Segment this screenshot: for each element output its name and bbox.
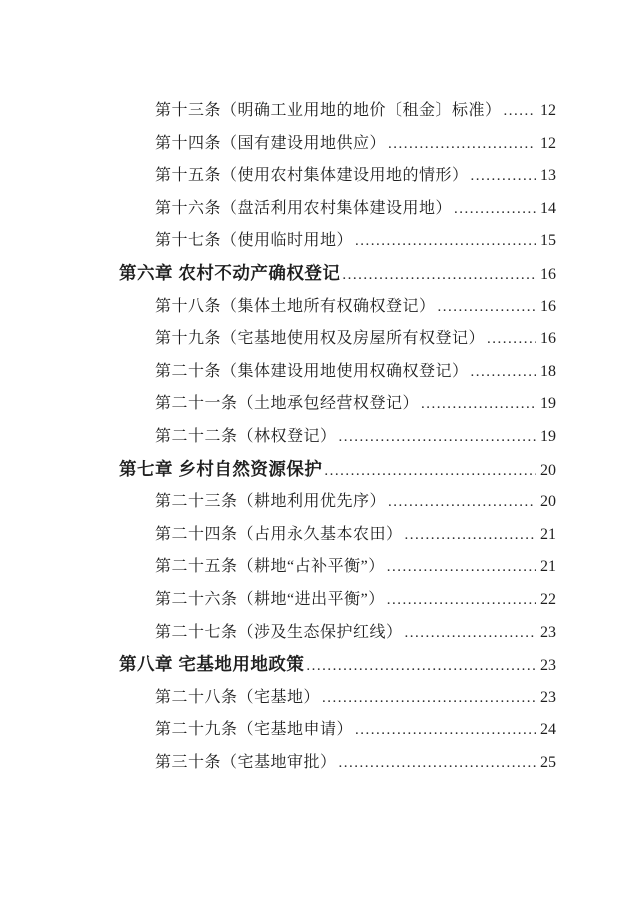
toc-entry-label: 第三十条（宅基地审批） [155, 753, 337, 771]
toc-entry-label: 第二十六条（耕地“进出平衡”） [155, 590, 385, 608]
toc-entry-article [155, 162, 556, 195]
toc-entry-label: 第二十三条（耕地利用优先序） [155, 493, 387, 511]
toc-entry-chapter [119, 651, 556, 684]
toc-page-number: 19 [540, 427, 556, 445]
toc-page-number: 16 [540, 297, 556, 315]
toc-page-number: 23 [540, 657, 556, 675]
toc-entry-article [155, 97, 556, 130]
toc-leader-dots [487, 331, 536, 348]
toc-page-number: 15 [540, 232, 556, 250]
toc-entry-label: 第二十九条（宅基地申请） [155, 721, 354, 739]
toc-leader-dots [306, 658, 536, 675]
toc-entry-chapter [119, 260, 556, 293]
toc-entry-label: 第二十一条（土地承包经营权登记） [155, 395, 420, 413]
toc-entry-article [155, 749, 556, 782]
toc-entry-article [155, 716, 556, 749]
toc-leader-dots [504, 103, 536, 120]
toc-page-number: 12 [540, 134, 556, 152]
toc-entry-article [155, 619, 556, 652]
toc-page-number: 19 [540, 395, 556, 413]
toc-page-number: 13 [540, 167, 556, 185]
toc-leader-dots [322, 690, 536, 707]
toc-leader-dots [388, 136, 536, 153]
toc-entry-chapter [119, 456, 556, 489]
toc-entry-label: 第二十四条（占用永久基本农田） [155, 525, 403, 543]
toc-entry-label: 第十三条（明确工业用地的地价〔租金〕标准） [155, 102, 502, 119]
toc-list [0, 97, 640, 781]
toc-page-number: 14 [540, 199, 556, 217]
toc-entry-article [155, 325, 556, 358]
toc-entry-article [155, 130, 556, 163]
toc-leader-dots [324, 463, 536, 480]
toc-page-number: 21 [540, 525, 556, 543]
toc-entry-label: 第六章 农村不动产确权登记 [119, 262, 341, 283]
toc-leader-dots [355, 233, 536, 250]
toc-entry-article [155, 390, 556, 423]
toc-entry-label: 第十四条（国有建设用地供应） [155, 134, 387, 152]
toc-leader-dots [355, 722, 536, 739]
toc-page-number: 22 [540, 590, 556, 608]
toc-entry-label: 第十五条（使用农村集体建设用地的情形） [155, 167, 469, 185]
toc-leader-dots [342, 267, 536, 284]
toc-entry-article [155, 227, 556, 260]
toc-entry-label: 第二十八条（宅基地） [155, 688, 321, 706]
toc-entry-label: 第八章 宅基地用地政策 [119, 654, 305, 675]
toc-leader-dots [438, 299, 536, 316]
toc-entry-label: 第十七条（使用临时用地） [155, 232, 354, 250]
toc-leader-dots [339, 755, 536, 772]
toc-entry-article [155, 521, 556, 554]
toc-page-number: 16 [540, 330, 556, 348]
toc-page-number: 20 [540, 493, 556, 511]
toc-entry-label: 第二十条（集体建设用地使用权确权登记） [155, 362, 469, 380]
toc-page-number: 23 [540, 688, 556, 706]
toc-entry-article [155, 553, 556, 586]
toc-page-number: 25 [540, 753, 556, 771]
toc-page-number: 16 [540, 265, 556, 283]
toc-entry-article [155, 293, 556, 326]
toc-leader-dots [388, 494, 536, 511]
toc-page-number: 12 [540, 102, 556, 119]
toc-leader-dots [387, 559, 536, 576]
toc-page-number: 24 [540, 721, 556, 739]
toc-leader-dots [454, 201, 536, 218]
toc-page-number: 20 [540, 461, 556, 479]
toc-entry-article [155, 195, 556, 228]
toc-entry-article [155, 586, 556, 619]
toc-leader-dots [421, 396, 536, 413]
toc-entry-article [155, 423, 556, 456]
toc-entry-label: 第十九条（宅基地使用权及房屋所有权登记） [155, 330, 486, 348]
toc-entry-article [155, 358, 556, 391]
toc-page-number: 21 [540, 558, 556, 576]
toc-page-number: 18 [540, 362, 556, 380]
toc-entry-label: 第七章 乡村自然资源保护 [119, 458, 323, 479]
toc-entry-article [155, 684, 556, 717]
toc-leader-dots [405, 527, 536, 544]
toc-leader-dots [387, 592, 536, 609]
toc-entry-label: 第二十五条（耕地“占补平衡”） [155, 558, 385, 576]
toc-leader-dots [339, 429, 536, 446]
toc-leader-dots [471, 168, 536, 185]
toc-page-number: 23 [540, 623, 556, 641]
toc-entry-label: 第二十二条（林权登记） [155, 427, 337, 445]
toc-leader-dots [405, 625, 536, 642]
toc-entry-article [155, 488, 556, 521]
toc-leader-dots [471, 364, 536, 381]
toc-entry-label: 第十八条（集体土地所有权确权登记） [155, 297, 436, 315]
toc-entry-label: 第十六条（盘活利用农村集体建设用地） [155, 199, 453, 217]
toc-entry-label: 第二十七条（涉及生态保护红线） [155, 623, 403, 641]
